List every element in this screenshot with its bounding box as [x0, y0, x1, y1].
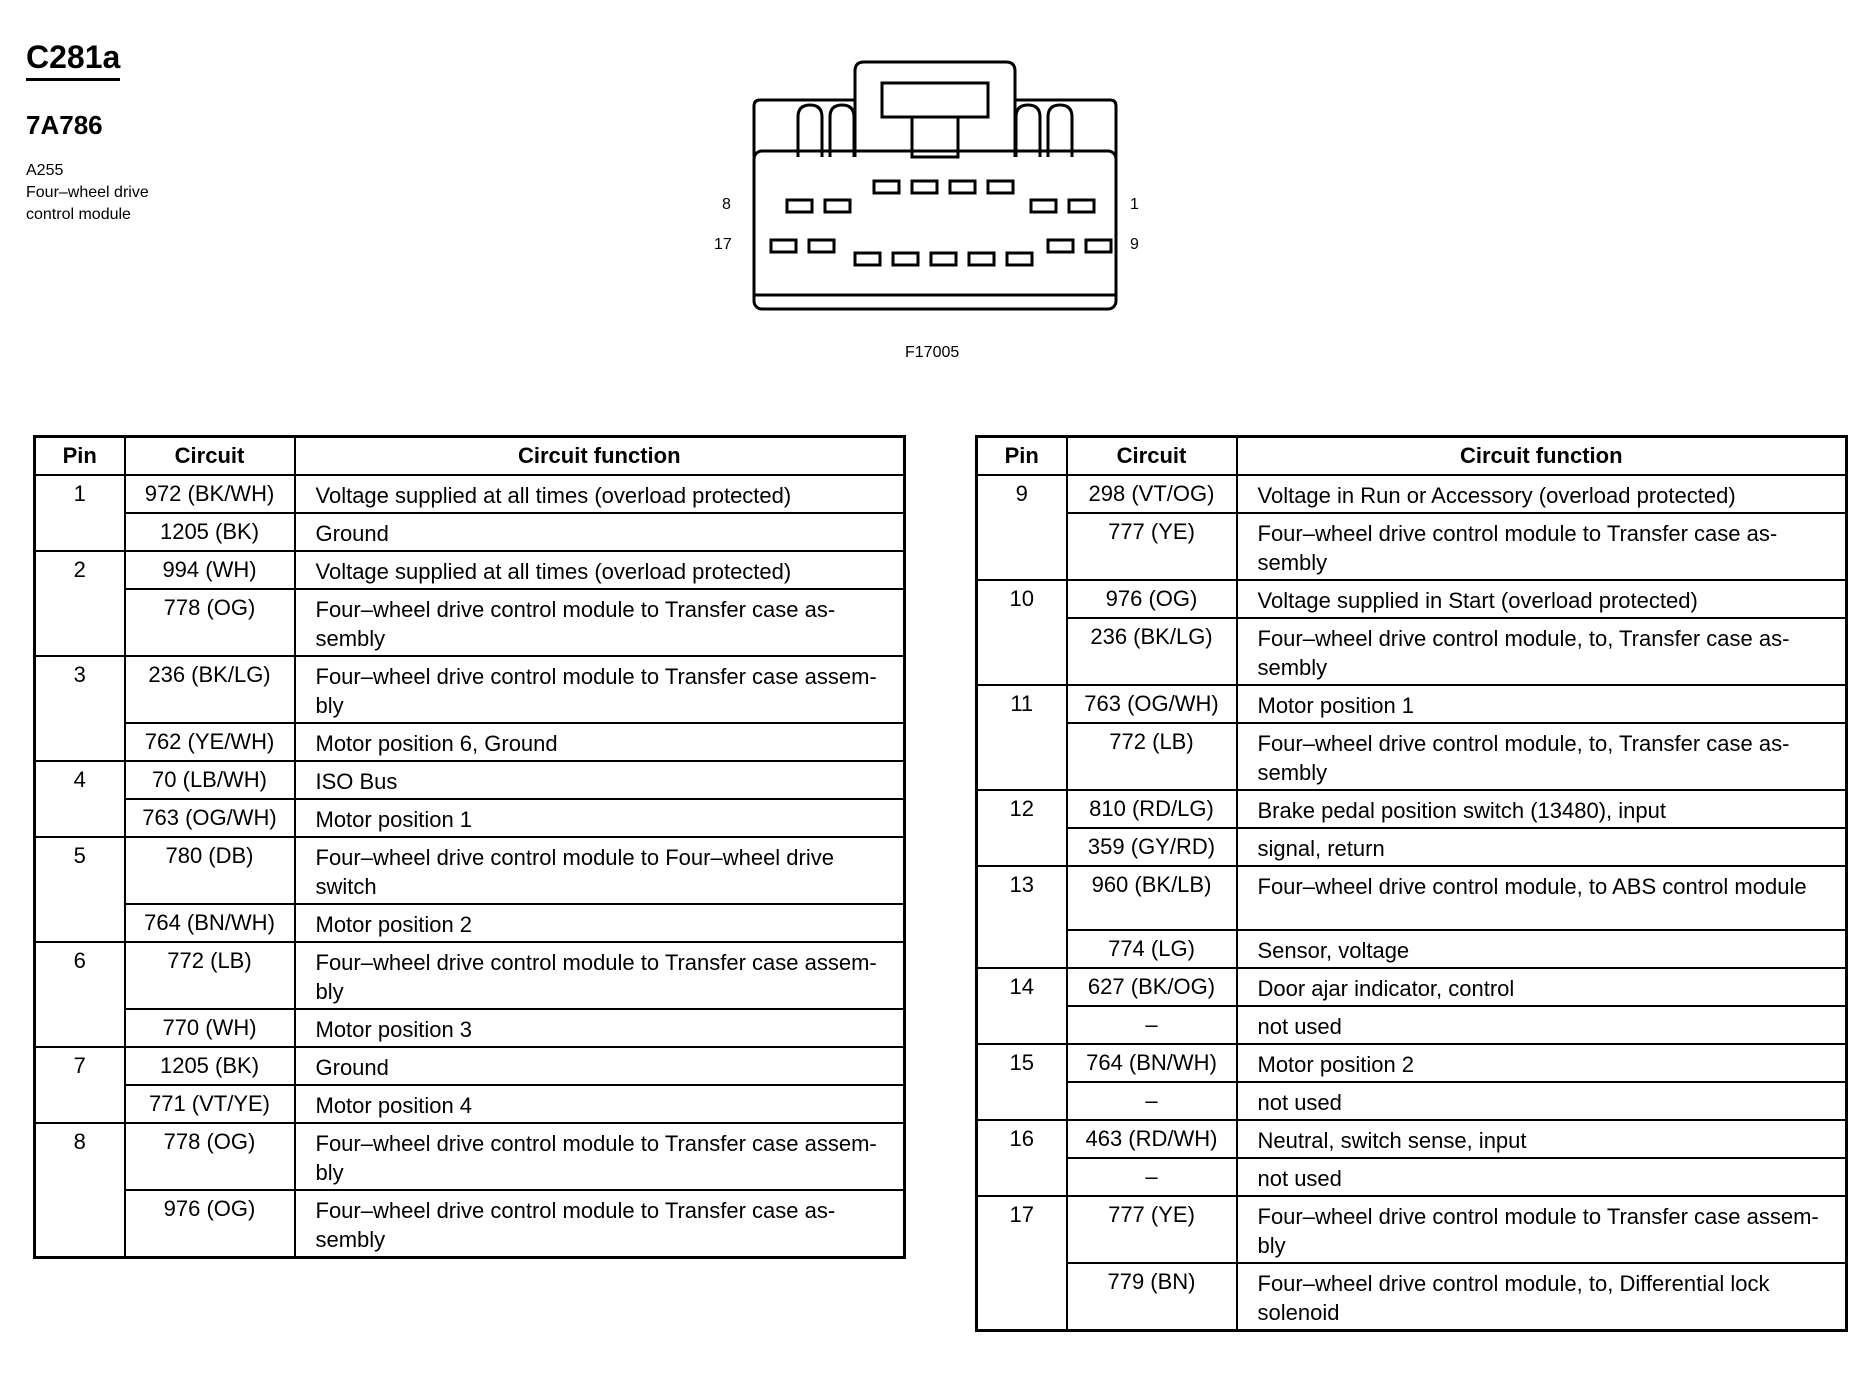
circuit-id: 777 (YE)	[1067, 1196, 1237, 1263]
table-row	[35, 589, 905, 656]
table-row	[977, 723, 1847, 790]
circuit-id: –	[1067, 1006, 1237, 1044]
table-row	[977, 1263, 1847, 1331]
module-code: A255	[26, 162, 64, 179]
terminal	[1086, 240, 1111, 252]
table-row	[977, 1120, 1847, 1158]
pin-label-17: 17	[714, 236, 732, 253]
column-header-circuit: Circuit	[125, 437, 295, 476]
circuit-id: 778 (OG)	[125, 1123, 295, 1190]
circuit-function: Motor position 4	[295, 1085, 905, 1123]
table-row	[35, 837, 905, 904]
terminal	[988, 181, 1013, 193]
pin-number: 1	[35, 475, 125, 551]
circuit-id: 780 (DB)	[125, 837, 295, 904]
terminal	[1048, 240, 1073, 252]
circuit-id: 764 (BN/WH)	[1067, 1044, 1237, 1082]
part-number: 7A786	[26, 110, 103, 140]
circuit-id: 778 (OG)	[125, 589, 295, 656]
circuit-id: 810 (RD/LG)	[1067, 790, 1237, 828]
latch-housing	[855, 62, 1015, 157]
pin-number: 8	[35, 1123, 125, 1258]
terminal	[893, 253, 918, 265]
table-row	[977, 1044, 1847, 1082]
table-row	[35, 942, 905, 1009]
circuit-id: 771 (VT/YE)	[125, 1085, 295, 1123]
circuit-id: 972 (BK/WH)	[125, 475, 295, 513]
table-row	[977, 513, 1847, 580]
circuit-id: –	[1067, 1082, 1237, 1120]
connector-title: C281a	[26, 38, 120, 81]
circuit-function: Motor position 1	[1237, 685, 1847, 723]
table-row	[977, 618, 1847, 685]
circuit-function: Four–wheel drive control module to Transfer case as-sembly	[1237, 513, 1847, 580]
table-row	[977, 930, 1847, 968]
latch-window	[882, 83, 988, 117]
circuit-function: Brake pedal position switch (13480), input	[1237, 790, 1847, 828]
column-header-circuit: Circuit	[1067, 437, 1237, 476]
circuit-function: Motor position 1	[295, 799, 905, 837]
pin-number: 13	[977, 866, 1067, 968]
circuit-id: 772 (LB)	[1067, 723, 1237, 790]
circuit-id: 236 (BK/LG)	[1067, 618, 1237, 685]
connector-body	[754, 151, 1116, 309]
pin-number: 5	[35, 837, 125, 942]
table-row	[35, 1047, 905, 1085]
pin-table-left	[33, 435, 906, 1259]
column-header-pin: Pin	[35, 437, 125, 476]
table-row	[35, 723, 905, 761]
circuit-function: Motor position 6, Ground	[295, 723, 905, 761]
terminal	[855, 253, 880, 265]
column-header-function: Circuit function	[1237, 437, 1847, 476]
pin-number: 14	[977, 968, 1067, 1044]
circuit-id: 298 (VT/OG)	[1067, 475, 1237, 513]
circuit-function: Four–wheel drive control module to Transfer case assem-bly	[295, 942, 905, 1009]
circuit-function: Four–wheel drive control module, to, Differential lock solenoid	[1237, 1263, 1847, 1331]
circuit-id: 763 (OG/WH)	[125, 799, 295, 837]
column-header-pin: Pin	[977, 437, 1067, 476]
terminal	[809, 240, 834, 252]
terminal	[912, 181, 937, 193]
circuit-function: Voltage supplied in Start (overload protected)	[1237, 580, 1847, 618]
module-name-line2: control module	[26, 206, 131, 223]
terminal	[1069, 200, 1094, 212]
circuit-id: 774 (LG)	[1067, 930, 1237, 968]
circuit-function: not used	[1237, 1158, 1847, 1196]
table-row	[977, 968, 1847, 1006]
pin-label-9: 9	[1130, 236, 1139, 253]
pin-number: 4	[35, 761, 125, 837]
circuit-id: 994 (WH)	[125, 551, 295, 589]
circuit-id: 976 (OG)	[1067, 580, 1237, 618]
pin-label-1: 1	[1130, 196, 1139, 213]
module-name-line1: Four–wheel drive	[26, 184, 149, 201]
terminal	[787, 200, 812, 212]
table-row	[35, 1190, 905, 1258]
module-description	[26, 160, 149, 226]
circuit-function: Four–wheel drive control module to Four–wheel drive switch	[295, 837, 905, 904]
table-row	[35, 1123, 905, 1190]
table-row	[35, 551, 905, 589]
circuit-id: 1205 (BK)	[125, 1047, 295, 1085]
pin-number: 16	[977, 1120, 1067, 1196]
circuit-id: 764 (BN/WH)	[125, 904, 295, 942]
circuit-function: Door ajar indicator, control	[1237, 968, 1847, 1006]
table-row	[977, 580, 1847, 618]
circuit-function: Four–wheel drive control module to Transfer case assem-bly	[295, 1123, 905, 1190]
table-row	[35, 904, 905, 942]
circuit-id: 627 (BK/OG)	[1067, 968, 1237, 1006]
pin-number: 11	[977, 685, 1067, 790]
table-row	[977, 828, 1847, 866]
table-row	[977, 1158, 1847, 1196]
circuit-function: Four–wheel drive control module, to, Transfer case as-sembly	[1237, 618, 1847, 685]
terminal	[1007, 253, 1032, 265]
pin-number: 7	[35, 1047, 125, 1123]
circuit-function: ISO Bus	[295, 761, 905, 799]
circuit-id: 772 (LB)	[125, 942, 295, 1009]
table-row	[977, 866, 1847, 930]
circuit-function: Four–wheel drive control module to Transfer case assem-bly	[1237, 1196, 1847, 1263]
table-row	[35, 1085, 905, 1123]
pin-table-left-body	[35, 475, 905, 1258]
circuit-function: Four–wheel drive control module, to ABS control module	[1237, 866, 1847, 930]
circuit-id: 976 (OG)	[125, 1190, 295, 1258]
pin-number: 10	[977, 580, 1067, 685]
pin-number: 17	[977, 1196, 1067, 1331]
table-row	[977, 790, 1847, 828]
circuit-function: not used	[1237, 1006, 1847, 1044]
column-header-function: Circuit function	[295, 437, 905, 476]
circuit-function: signal, return	[1237, 828, 1847, 866]
pin-number: 2	[35, 551, 125, 656]
terminal	[969, 253, 994, 265]
terminal	[1031, 200, 1056, 212]
terminal	[950, 181, 975, 193]
circuit-function: Voltage supplied at all times (overload protected)	[295, 475, 905, 513]
circuit-function: Motor position 3	[295, 1009, 905, 1047]
table-row	[977, 685, 1847, 723]
connector-face-diagram	[740, 55, 1120, 320]
circuit-function: Motor position 2	[1237, 1044, 1847, 1082]
pin-label-8: 8	[722, 196, 731, 213]
table-row	[35, 656, 905, 723]
figure-id: F17005	[905, 344, 960, 361]
circuit-id: 777 (YE)	[1067, 513, 1237, 580]
pin-table-right-body	[977, 475, 1847, 1331]
circuit-id: 463 (RD/WH)	[1067, 1120, 1237, 1158]
circuit-function: Neutral, switch sense, input	[1237, 1120, 1847, 1158]
terminal	[825, 200, 850, 212]
circuit-id: 236 (BK/LG)	[125, 656, 295, 723]
table-row	[35, 799, 905, 837]
pin-number: 12	[977, 790, 1067, 866]
table-row	[35, 1009, 905, 1047]
table-row	[35, 761, 905, 799]
pin-table-right	[975, 435, 1848, 1332]
circuit-id: 770 (WH)	[125, 1009, 295, 1047]
terminal	[874, 181, 899, 193]
circuit-id: 762 (YE/WH)	[125, 723, 295, 761]
circuit-function: not used	[1237, 1082, 1847, 1120]
terminal	[931, 253, 956, 265]
table-row	[977, 1196, 1847, 1263]
circuit-id: 70 (LB/WH)	[125, 761, 295, 799]
table-row	[35, 475, 905, 513]
circuit-function: Four–wheel drive control module to Transfer case assem-bly	[295, 656, 905, 723]
table-row	[35, 513, 905, 551]
terminal	[771, 240, 796, 252]
circuit-function: Four–wheel drive control module to Transfer case as-sembly	[295, 589, 905, 656]
pin-number: 9	[977, 475, 1067, 580]
table-row	[977, 1082, 1847, 1120]
table-row	[977, 475, 1847, 513]
circuit-function: Motor position 2	[295, 904, 905, 942]
circuit-function: Four–wheel drive control module to Transfer case as-sembly	[295, 1190, 905, 1258]
circuit-id: 779 (BN)	[1067, 1263, 1237, 1331]
pin-number: 15	[977, 1044, 1067, 1120]
circuit-id: –	[1067, 1158, 1237, 1196]
circuit-function: Sensor, voltage	[1237, 930, 1847, 968]
circuit-function: Voltage supplied at all times (overload protected)	[295, 551, 905, 589]
circuit-id: 359 (GY/RD)	[1067, 828, 1237, 866]
circuit-function: Four–wheel drive control module, to, Transfer case as-sembly	[1237, 723, 1847, 790]
circuit-id: 763 (OG/WH)	[1067, 685, 1237, 723]
circuit-function: Ground	[295, 513, 905, 551]
pin-number: 3	[35, 656, 125, 761]
table-row	[977, 1006, 1847, 1044]
pin-number: 6	[35, 942, 125, 1047]
circuit-id: 960 (BK/LB)	[1067, 866, 1237, 930]
circuit-id: 1205 (BK)	[125, 513, 295, 551]
circuit-function: Ground	[295, 1047, 905, 1085]
circuit-function: Voltage in Run or Accessory (overload protected)	[1237, 475, 1847, 513]
